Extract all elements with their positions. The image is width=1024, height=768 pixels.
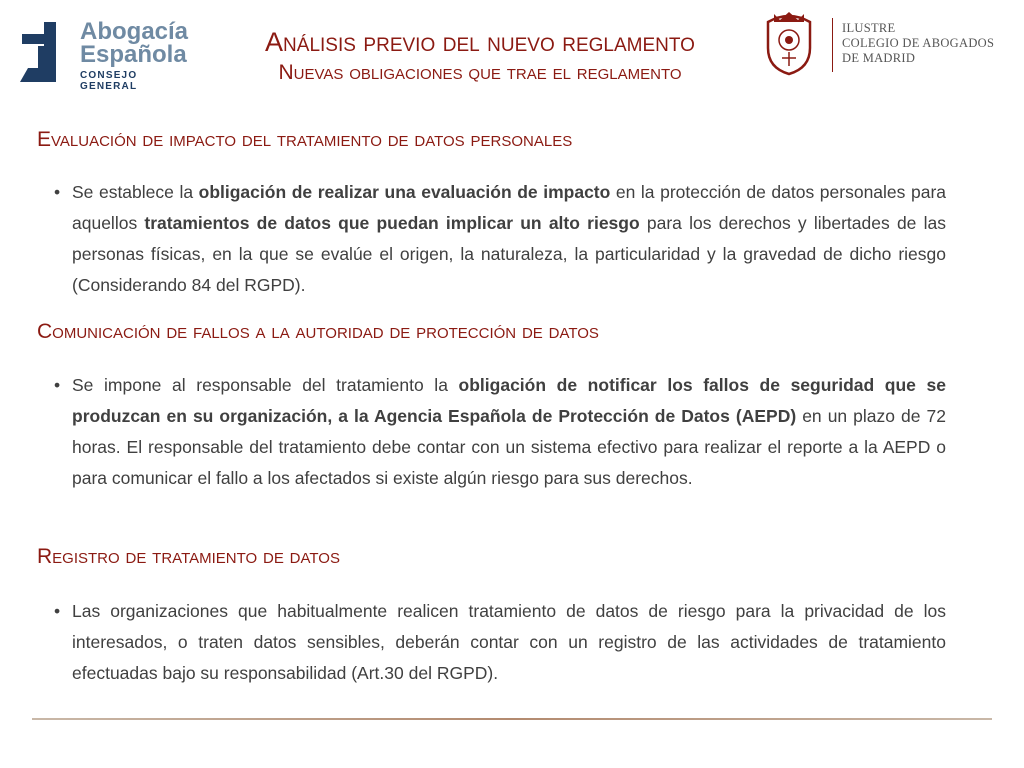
icam-name: ILUSTRE COLEGIO DE ABOGADOS DE MADRID xyxy=(842,21,995,65)
text-run: en un plazo de 72 horas. El responsable del tratamiento debe contar con un sistema efectivo para realizar el reporte a la AEPD o para comunicar el fallo a los afectados si existe algún riesgo para sus derechos. xyxy=(72,406,946,488)
abogacia-logo xyxy=(18,20,198,90)
section-heading-registro: Registro de tratamiento de datos xyxy=(37,545,340,568)
bullet-paragraph-evaluacion xyxy=(54,177,946,301)
section-heading-comunicacion: Comunicación de fallos a la autoridad de protección de datos xyxy=(37,320,599,343)
footer-divider xyxy=(32,718,992,720)
text-run: Se impone al responsable del tratamiento la xyxy=(72,375,459,395)
slide-subtitle: Nuevas obligaciones que trae el reglamento xyxy=(278,61,682,84)
icam-seal-icon xyxy=(760,8,818,76)
text-run: para los derechos y libertades de las personas físicas, en la que se evalúe el origen, la naturaleza, la particularidad y la gravedad de dicho riesgo (Considerando 84 del RGPD). xyxy=(72,213,946,295)
icam-logo xyxy=(760,8,1020,80)
bold-phrase: obligación de notificar los fallos de seguridad que se produzcan en su organización, a la Agencia Española de Protección de Datos (AEPD) xyxy=(72,375,946,426)
text-run: Se establece la xyxy=(72,182,199,202)
bullet-paragraph-registro xyxy=(54,596,946,689)
logo-divider xyxy=(832,18,833,72)
bullet-paragraph-comunicacion xyxy=(54,370,946,494)
bold-phrase: obligación de realizar una evaluación de impacto xyxy=(198,182,611,202)
bullet-icon: • xyxy=(54,182,61,202)
text-run: en la protección de datos personales para aquellos xyxy=(72,182,947,233)
slide-title: Análisis previo del nuevo reglamento xyxy=(265,27,695,57)
bullet-icon: • xyxy=(54,601,61,621)
abogacia-mark-icon xyxy=(18,22,64,86)
abogacia-name: Abogacía Española xyxy=(80,18,189,68)
bold-phrase: tratamientos de datos que puedan implicar un alto riesgo xyxy=(144,213,640,233)
bullet-icon: • xyxy=(54,375,61,395)
abogacia-subtitle: CONSEJO GENERAL xyxy=(80,70,138,92)
text-run: Las organizaciones que habitualmente realicen tratamiento de datos de riesgo para la privacidad de los interesados, o traten datos sensibles, deberán contar con un registro de las actividades de tratamiento efectuadas bajo su responsabilidad (Art.30 del RGPD). xyxy=(72,601,946,683)
paragraph-text xyxy=(54,596,946,689)
paragraph-text xyxy=(54,177,946,301)
slide-titles xyxy=(210,26,750,88)
paragraph-text xyxy=(54,370,946,494)
section-heading-evaluacion: Evaluación de impacto del tratamiento de datos personales xyxy=(37,128,573,151)
